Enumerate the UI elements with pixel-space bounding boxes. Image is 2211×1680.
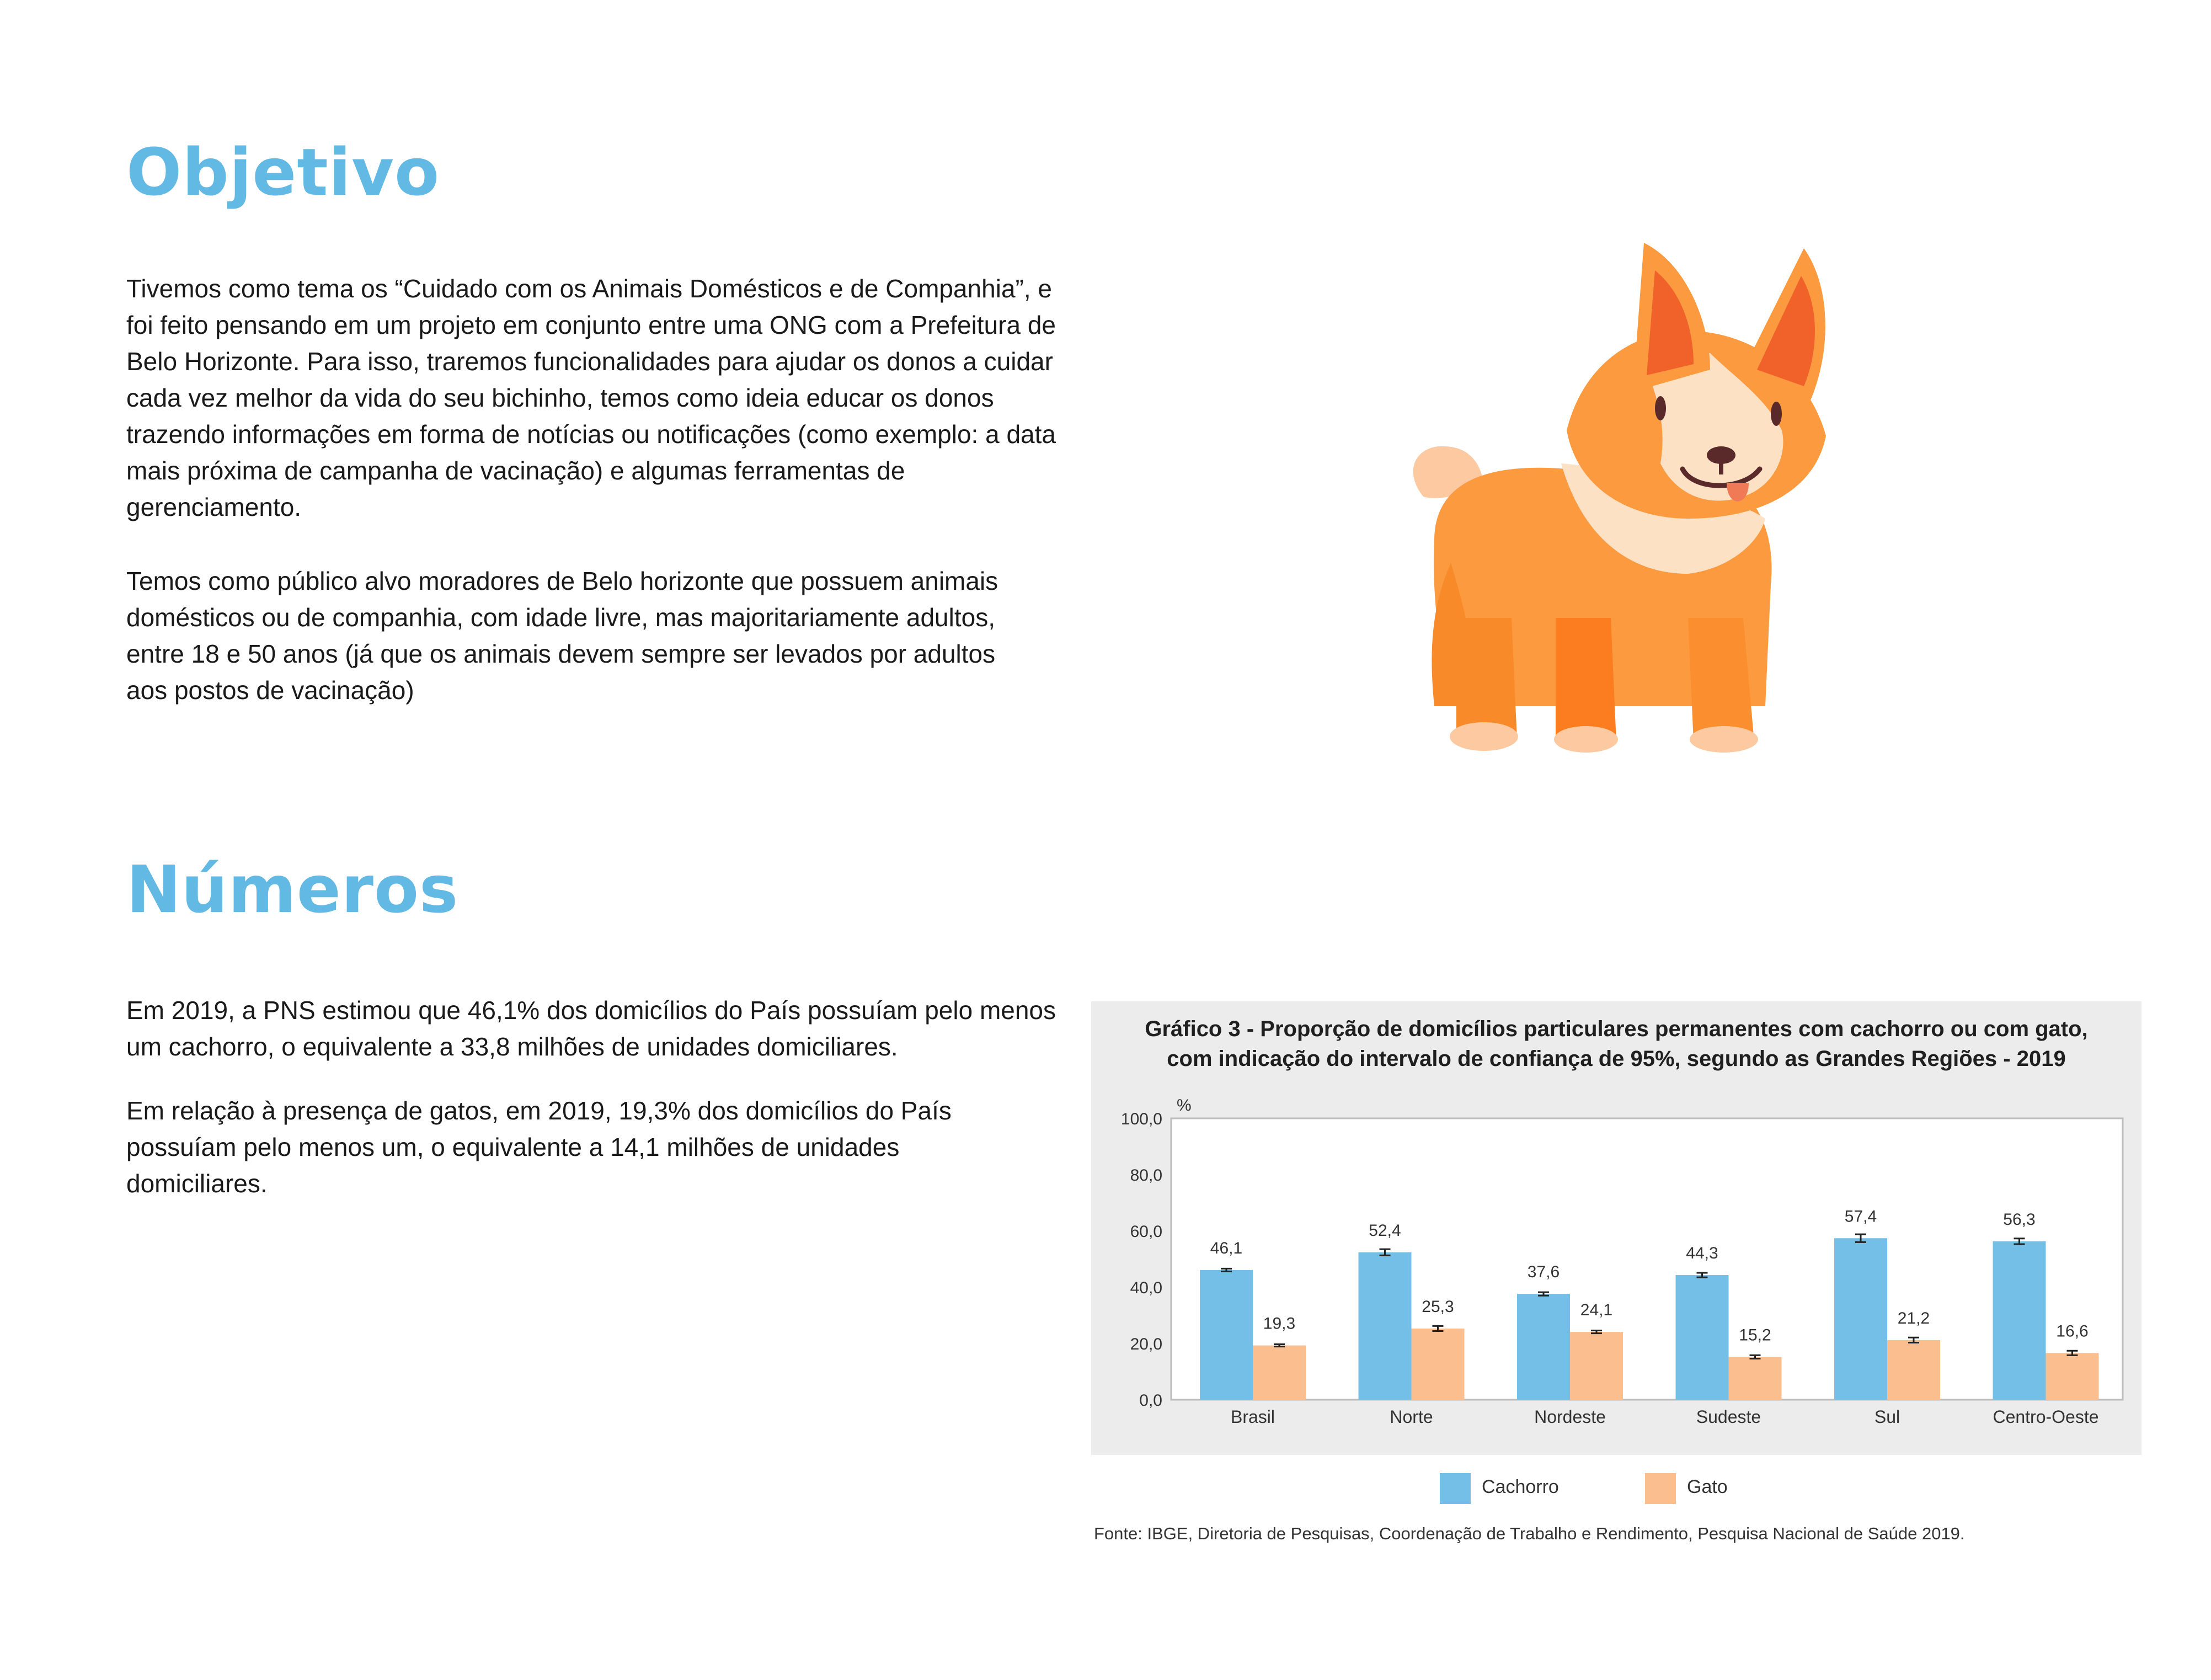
bar-gato bbox=[1570, 1332, 1623, 1400]
legend-swatch-gato bbox=[1645, 1473, 1676, 1504]
chart-title: Gráfico 3 - Proporção de domicílios particulares permanentes com cachorro ou com gato, bbox=[1145, 1017, 2088, 1041]
bar-cachorro bbox=[1359, 1252, 1412, 1400]
bar-cachorro bbox=[1676, 1275, 1729, 1400]
data-label-gato: 21,2 bbox=[1897, 1309, 1930, 1327]
y-axis-unit: % bbox=[1177, 1096, 1192, 1114]
data-label-cachorro: 52,4 bbox=[1369, 1221, 1401, 1240]
x-tick-label: Sudeste bbox=[1696, 1407, 1761, 1427]
data-label-gato: 25,3 bbox=[1422, 1297, 1454, 1316]
heading-objetivo: Objetivo bbox=[126, 134, 440, 210]
legend-label-cachorro: Cachorro bbox=[1482, 1476, 1559, 1497]
data-label-cachorro: 56,3 bbox=[2003, 1210, 2036, 1229]
y-tick-label: 0,0 bbox=[1139, 1391, 1162, 1410]
legend-swatch-cachorro bbox=[1440, 1473, 1471, 1504]
x-tick-label: Brasil bbox=[1230, 1407, 1275, 1427]
objetivo-paragraph-2: Temos como público alvo moradores de Belo horizonte que possuem animais domésticos ou de companhia, com idade livre, mas majoritariamente adultos, entre 18 e 50 anos (já que os animais devem sempre ser levados por adultos aos postos de vacinação) bbox=[126, 567, 998, 705]
heading-numeros: Números bbox=[126, 851, 459, 927]
data-label-gato: 19,3 bbox=[1263, 1314, 1296, 1333]
legend-label-gato: Gato bbox=[1687, 1476, 1728, 1497]
bar-gato bbox=[2046, 1353, 2099, 1400]
bar-gato bbox=[1253, 1346, 1306, 1400]
bar-gato bbox=[1729, 1357, 1782, 1400]
chart-source: Fonte: IBGE, Diretoria de Pesquisas, Coordenação de Trabalho e Rendimento, Pesquisa Nacional de Saúde 2019. bbox=[1094, 1524, 1965, 1543]
bar-gato bbox=[1412, 1329, 1465, 1400]
chart-subtitle: com indicação do intervalo de confiança de 95%, segundo as Grandes Regiões - 2019 bbox=[1167, 1047, 2066, 1071]
bar-cachorro bbox=[1993, 1241, 2046, 1400]
x-tick-label: Nordeste bbox=[1534, 1407, 1606, 1427]
bar-chart bbox=[1091, 1001, 2141, 1455]
bar-gato bbox=[1887, 1340, 1940, 1400]
numeros-paragraph-1: Em 2019, a PNS estimou que 46,1% dos domicílios do País possuíam pelo menos um cachorro, o equivalente a 33,8 milhões de unidades domiciliares. bbox=[126, 996, 1056, 1061]
y-tick-label: 20,0 bbox=[1130, 1335, 1162, 1353]
chart-panel bbox=[1091, 1001, 2141, 1455]
bar-cachorro bbox=[1517, 1294, 1570, 1400]
y-tick-label: 80,0 bbox=[1130, 1166, 1162, 1185]
x-tick-label: Norte bbox=[1390, 1407, 1433, 1427]
y-tick-label: 60,0 bbox=[1130, 1223, 1162, 1241]
data-label-cachorro: 44,3 bbox=[1686, 1244, 1718, 1263]
numeros-paragraph-2: Em relação à presença de gatos, em 2019, 19,3% dos domicílios do País possuíam pelo menos um, o equivalente a 14,1 milhões de unidades domiciliares. bbox=[126, 1096, 952, 1198]
plot-area bbox=[1171, 1118, 2123, 1400]
data-label-cachorro: 57,4 bbox=[1844, 1207, 1877, 1226]
objetivo-paragraph-1: Tivemos como tema os “Cuidado com os Animais Domésticos e de Companhia”, e foi feito pensando em um projeto em conjunto entre uma ONG com a Prefeitura de Belo Horizonte. Para isso, traremos funcionalidades para ajudar os donos a cuidar cada vez melhor da vida do seu bichinho, temos como ideia educar os donos trazendo informações em forma de notícias ou notificações (como exemplo: a data mais próxima de campanha de vacinação) e algumas ferramentas de gerenciamento. bbox=[126, 274, 1056, 521]
data-label-cachorro: 46,1 bbox=[1210, 1239, 1243, 1257]
data-label-cachorro: 37,6 bbox=[1527, 1263, 1560, 1282]
y-tick-label: 40,0 bbox=[1130, 1279, 1162, 1297]
x-tick-label: Centro-Oeste bbox=[1993, 1407, 2099, 1427]
data-label-gato: 24,1 bbox=[1580, 1301, 1613, 1320]
data-label-gato: 15,2 bbox=[1739, 1326, 1771, 1345]
y-tick-label: 100,0 bbox=[1120, 1110, 1162, 1128]
bar-cachorro bbox=[1200, 1270, 1253, 1400]
data-label-gato: 16,6 bbox=[2056, 1322, 2089, 1341]
x-tick-label: Sul bbox=[1874, 1407, 1900, 1427]
corgi-dog-illustration bbox=[1401, 232, 1870, 756]
bar-cachorro bbox=[1834, 1238, 1887, 1400]
